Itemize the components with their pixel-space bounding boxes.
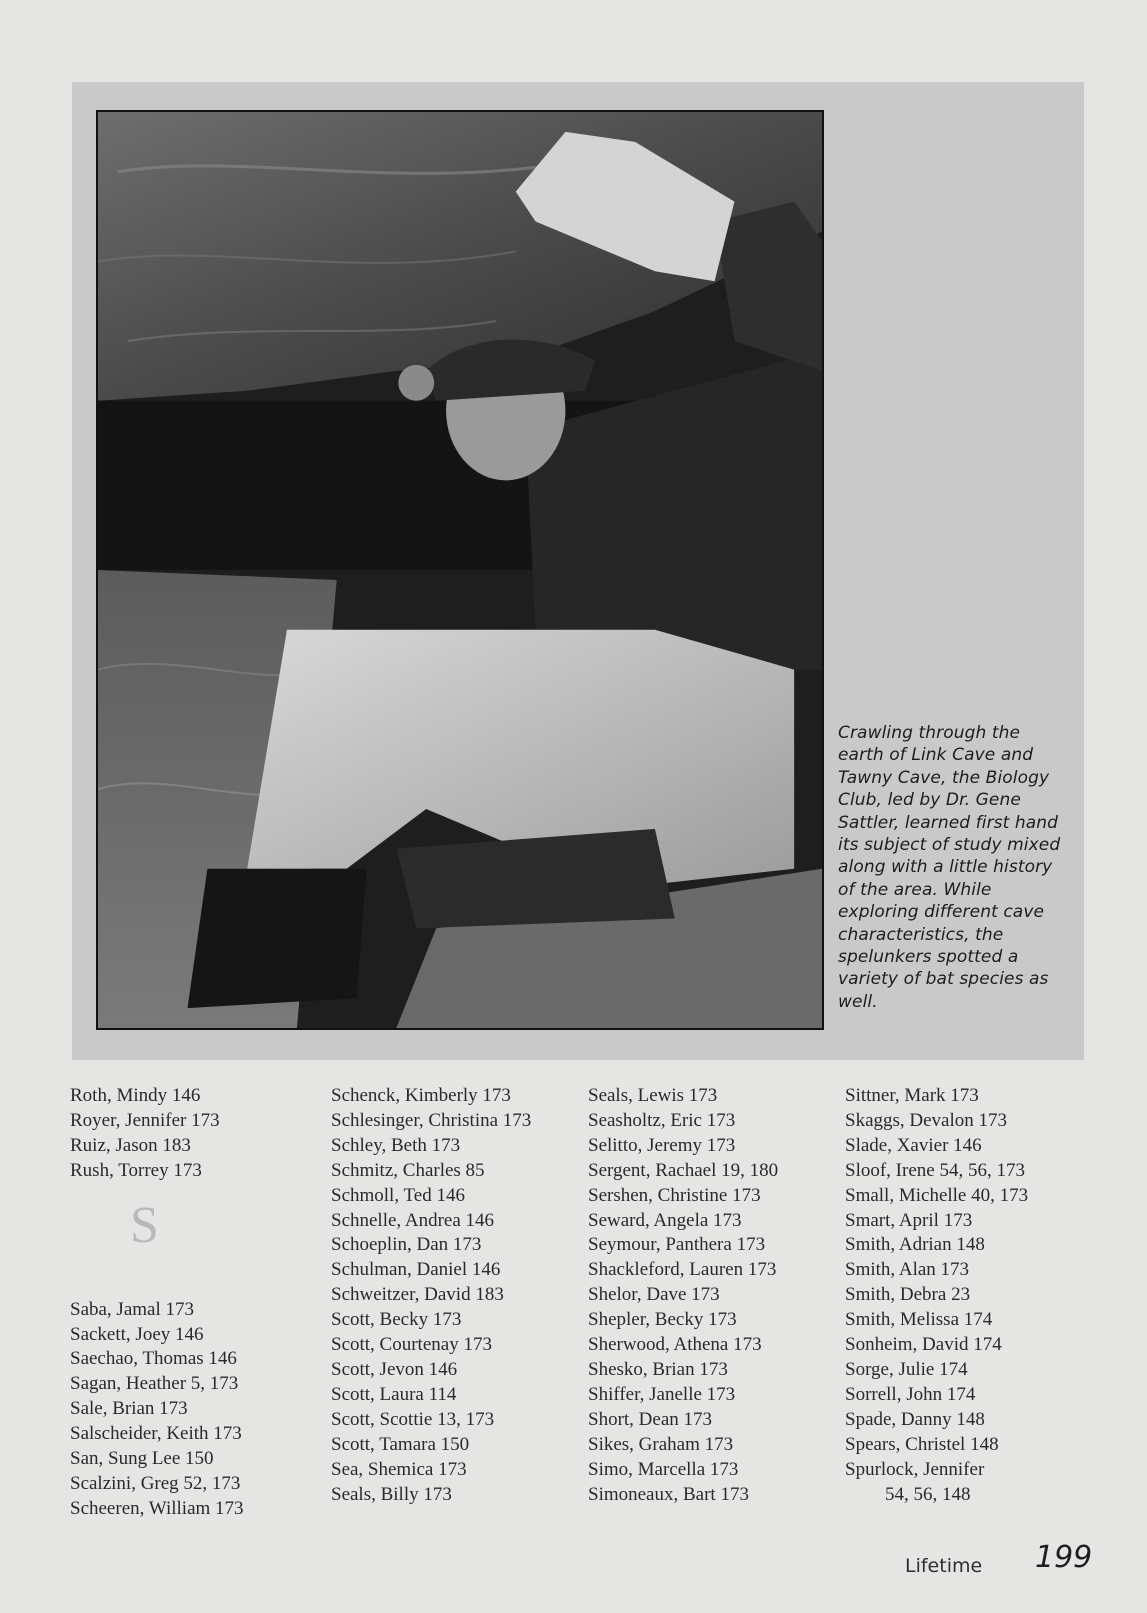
page-number: 199 — [1035, 1540, 1093, 1575]
index-entry: Small, Michelle 40, 173 — [845, 1184, 1029, 1206]
index-entry: Sittner, Mark 173 — [845, 1085, 979, 1106]
index-entry: Schulman, Daniel 146 — [331, 1259, 501, 1281]
index-entry: Sikes, Graham 173 — [588, 1433, 734, 1455]
index-entry: Schmitz, Charles 85 — [331, 1159, 485, 1181]
section-letter: S — [130, 1196, 159, 1254]
index-entry: Seals, Billy 173 — [331, 1483, 452, 1505]
index-entry: Seward, Angela 173 — [588, 1209, 742, 1231]
index-entry: Scheeren, William 173 — [70, 1497, 244, 1519]
index-entry: Shepler, Becky 173 — [588, 1309, 737, 1331]
index-entry: Simo, Marcella 173 — [588, 1458, 739, 1480]
index-entry: Salscheider, Keith 173 — [70, 1423, 242, 1445]
index-entry: Simoneaux, Bart 173 — [588, 1483, 749, 1505]
index-entry: Selitto, Jeremy 173 — [588, 1134, 736, 1156]
index-entry: Scalzini, Greg 52, 173 — [70, 1472, 241, 1494]
index-entry: Schoeplin, Dan 173 — [331, 1234, 482, 1256]
index-entry: Short, Dean 173 — [588, 1408, 713, 1430]
index-entry: Schweitzer, David 183 — [331, 1284, 504, 1306]
index-entry: Schmoll, Ted 146 — [331, 1184, 465, 1206]
index-entry: Slade, Xavier 146 — [845, 1134, 982, 1156]
index-entry: Spade, Danny 148 — [845, 1408, 985, 1430]
index-entry: Sackett, Joey 146 — [70, 1323, 204, 1345]
index-entry: Schley, Beth 173 — [331, 1134, 461, 1156]
index-entry: Smith, Adrian 148 — [845, 1234, 985, 1256]
index-entry: Schenck, Kimberly 173 — [331, 1085, 511, 1106]
cave-photo — [96, 110, 824, 1030]
index-entry: Sershen, Christine 173 — [588, 1184, 761, 1206]
index-entry: Smart, April 173 — [845, 1209, 973, 1231]
index-entry: Sorrell, John 174 — [845, 1383, 976, 1405]
index-entry: Smith, Melissa 174 — [845, 1309, 993, 1331]
index-entry: Shackleford, Lauren 173 — [588, 1259, 777, 1281]
index-entry: Scott, Scottie 13, 173 — [331, 1408, 495, 1430]
index-entry: Sonheim, David 174 — [845, 1334, 1002, 1356]
index-entry: Schlesinger, Christina 173 — [331, 1109, 532, 1131]
index-entry: Royer, Jennifer 173 — [70, 1109, 220, 1131]
index-entry: Shiffer, Janelle 173 — [588, 1383, 736, 1405]
index-entry: Seasholtz, Eric 173 — [588, 1109, 736, 1131]
index-entry: Seals, Lewis 173 — [588, 1085, 718, 1106]
photo-caption: Crawling through the earth of Link Cave and Tawny Cave, the Biology Club, led by Dr. Gene Sattler, learned first hand its subject of study mixed along with a little history of the area. While exploring different cave characteristics, the spelunkers spotted a variety of bat species as well. — [838, 723, 1061, 1012]
index-entry: Smith, Alan 173 — [845, 1259, 970, 1281]
index-entry: Sergent, Rachael 19, 180 — [588, 1159, 779, 1181]
index-entry-continuation: 54, 56, 148 — [885, 1483, 971, 1505]
index-entry: Sea, Shemica 173 — [331, 1458, 467, 1480]
index-entry: Rush, Torrey 173 — [70, 1159, 202, 1181]
index-entry: Scott, Laura 114 — [331, 1383, 457, 1405]
index-column-3 — [588, 1084, 778, 1507]
index-entry: Roth, Mindy 146 — [70, 1085, 201, 1106]
index-entry: Ruiz, Jason 183 — [70, 1134, 191, 1156]
index-entry: Spurlock, Jennifer — [845, 1458, 985, 1480]
index-entry: Scott, Tamara 150 — [331, 1433, 470, 1455]
index-entry: Sale, Brian 173 — [70, 1398, 188, 1420]
index-entry: Scott, Courtenay 173 — [331, 1334, 492, 1356]
index-entry: Schnelle, Andrea 146 — [331, 1209, 495, 1231]
index-entry: San, Sung Lee 150 — [70, 1448, 214, 1470]
index-entry: Sorge, Julie 174 — [845, 1358, 968, 1380]
index-entry: Scott, Becky 173 — [331, 1309, 462, 1331]
index-entry: Saechao, Thomas 146 — [70, 1348, 237, 1370]
index-column-4 — [845, 1084, 1028, 1507]
index-entry: Sagan, Heather 5, 173 — [70, 1373, 239, 1395]
index-entry: Saba, Jamal 173 — [70, 1298, 195, 1320]
cave-photo-image — [98, 112, 822, 1028]
index-entry: Shesko, Brian 173 — [588, 1358, 728, 1380]
index-entry: Seymour, Panthera 173 — [588, 1234, 766, 1256]
index-entry: Scott, Jevon 146 — [331, 1358, 458, 1380]
index-entry: Sloof, Irene 54, 56, 173 — [845, 1159, 1025, 1181]
index-entry: Skaggs, Devalon 173 — [845, 1109, 1008, 1131]
index-entry: Spears, Christel 148 — [845, 1433, 999, 1455]
index-column-2 — [331, 1084, 531, 1507]
index-column-1 — [70, 1084, 244, 1522]
index-entry: Smith, Debra 23 — [845, 1284, 971, 1306]
index-entry: Sherwood, Athena 173 — [588, 1334, 762, 1356]
footer-section-name: Lifetime — [905, 1555, 983, 1577]
index-entry: Shelor, Dave 173 — [588, 1284, 720, 1306]
